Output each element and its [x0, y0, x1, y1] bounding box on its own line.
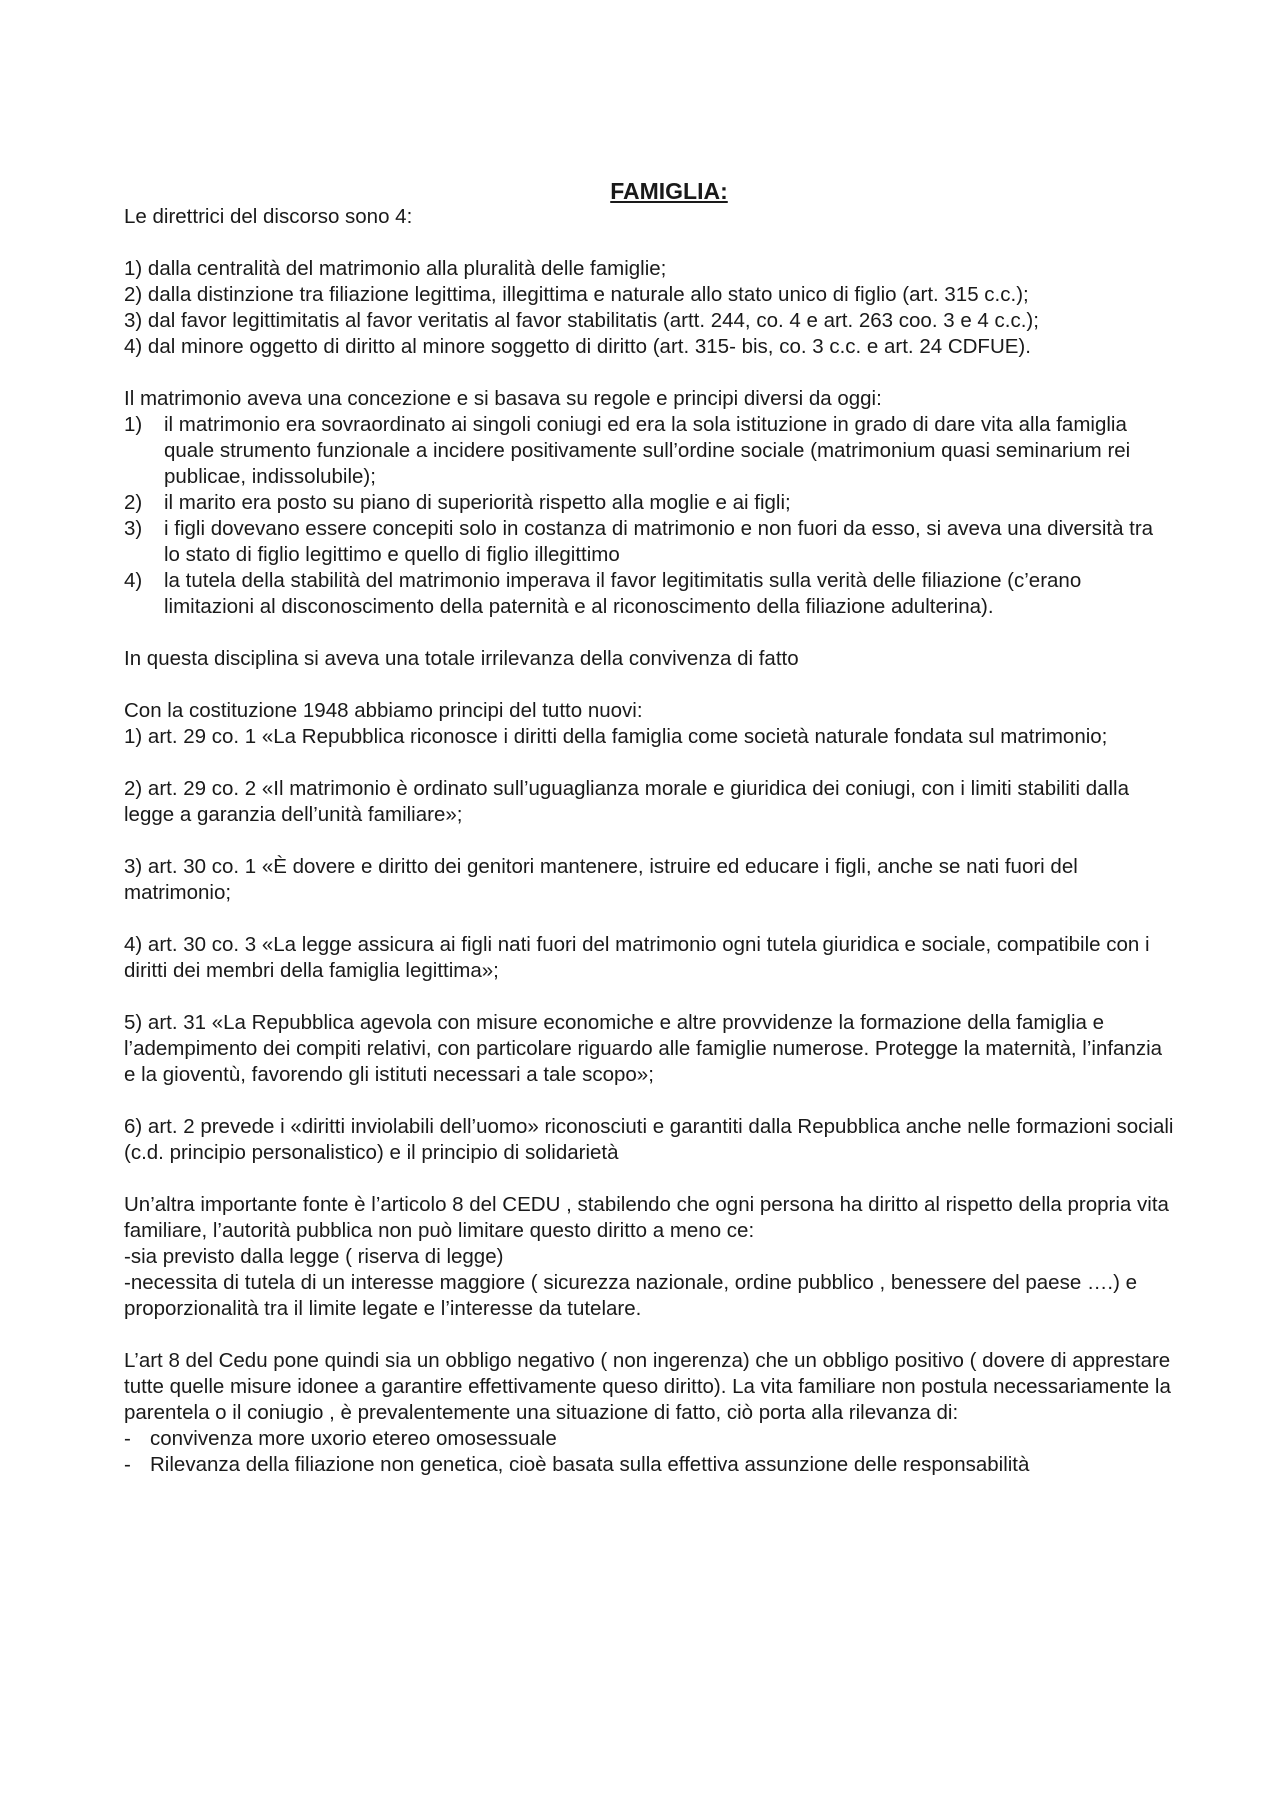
directive-item: 4) dal minore oggetto di diritto al minore soggetto di diritto (art. 315- bis, co. 3 c.c. e art. 24 CDFUE). — [124, 335, 1031, 358]
item-text: il marito era posto su piano di superiorità rispetto alla moglie e ai figli; — [164, 491, 791, 514]
old-marriage-item — [124, 412, 1174, 490]
item-number: 4) — [124, 569, 143, 592]
spacer — [124, 984, 1174, 1010]
directive-item: 2) dalla distinzione tra filiazione legittima, illegittima e naturale allo stato unico di figlio (art. 315 c.c.); — [124, 283, 1029, 306]
old-marriage-intro: Il matrimonio aveva una concezione e si basava su regole e principi diversi da oggi: — [124, 387, 882, 410]
item-text: il matrimonio era sovraordinato ai singoli coniugi ed era la sola istituzione in grado di dare vita alla famiglia quale strumento funzionale a incidere positivamente sull’ordine sociale (matrimonium quasi seminarium rei publicae, indissolubile); — [164, 413, 1131, 488]
relevance-item — [124, 1452, 1174, 1478]
spacer — [124, 906, 1174, 932]
spacer — [124, 672, 1174, 698]
relevance-item — [124, 1426, 1174, 1452]
old-marriage-item — [124, 490, 1174, 516]
spacer — [124, 1088, 1174, 1114]
item-text: i figli dovevano essere concepiti solo in costanza di matrimonio e non fuori da esso, si aveva una diversità tra lo stato di figlio legittimo e quello di figlio illegittimo — [164, 517, 1154, 566]
cedu-condition: -sia previsto dalla legge ( riserva di legge) — [124, 1245, 504, 1268]
irrelevance-text: In questa disciplina si aveva una totale irrilevanza della convivenza di fatto — [124, 647, 799, 670]
constitution-item: 3) art. 30 co. 1 «È dovere e diritto dei genitori mantenere, istruire ed educare i figli, anche se nati fuori del matrimonio; — [124, 855, 1078, 904]
cedu-condition: -necessita di tutela di un interesse maggiore ( sicurezza nazionale, ordine pubblico , benessere del paese ….) e proporzionalità tra il limite legate e l’interesse da tutelare. — [124, 1271, 1138, 1320]
constitution-item: 6) art. 2 prevede i «diritti inviolabili dell’uomo» riconosciuti e garantiti dalla Repubblica anche nelle formazioni sociali (c.d. principio personalistico) e il principio di solidarietà — [124, 1115, 1174, 1164]
constitution-item: 4) art. 30 co. 3 «La legge assicura ai figli nati fuori del matrimonio ogni tutela giuridica e sociale, compatibile con i diritti dei membri della famiglia legittima»; — [124, 933, 1150, 982]
cedu-paragraph: Un’altra importante fonte è l’articolo 8 del CEDU , stabilendo che ogni persona ha diritto al rispetto della propria vita familiare, l’autorità pubblica non può limitare questo diritto a meno ce: — [124, 1193, 1169, 1242]
document-title: FAMIGLIA: — [610, 178, 728, 204]
spacer — [124, 620, 1174, 646]
dash-bullet: - — [124, 1427, 131, 1450]
constitution-item: 5) art. 31 «La Repubblica agevola con misure economiche e altre provvidenze la formazione della famiglia e l’adempimento dei compiti relativi, con particolare riguardo alle famiglie numerose. Protegge la maternità, l’infanzia e la gioventù, favorendo gli istituti necessari a tale scopo»; — [124, 1011, 1163, 1086]
item-text: la tutela della stabilità del matrimonio imperava il favor legitimitatis sulla verità delle filiazione (c’erano limitazioni al disconoscimento della paternità e al riconoscimento della filiazione adulterina). — [164, 569, 1082, 618]
spacer — [124, 1166, 1174, 1192]
document-page — [124, 178, 1174, 1478]
constitution-item: 2) art. 29 co. 2 «Il matrimonio è ordinato sull’uguaglianza morale e giuridica dei coniugi, con i limiti stabiliti dalla legge a garanzia dell’unità familiare»; — [124, 777, 1130, 826]
spacer — [124, 1322, 1174, 1348]
old-marriage-item — [124, 516, 1174, 568]
old-marriage-item — [124, 568, 1174, 620]
item-number: 2) — [124, 491, 143, 514]
intro-text: Le direttrici del discorso sono 4: — [124, 205, 413, 228]
spacer — [124, 828, 1174, 854]
constitution-intro: Con la costituzione 1948 abbiamo principi del tutto nuovi: — [124, 699, 643, 722]
item-text: Rilevanza della filiazione non genetica, cioè basata sulla effettiva assunzione delle responsabilità — [150, 1453, 1030, 1476]
spacer — [124, 230, 1174, 256]
directive-item: 1) dalla centralità del matrimonio alla pluralità delle famiglie; — [124, 257, 667, 280]
constitution-item: 1) art. 29 co. 1 «La Repubblica riconosce i diritti della famiglia come società naturale fondata sul matrimonio; — [124, 725, 1108, 748]
item-number: 1) — [124, 413, 143, 436]
dash-bullet: - — [124, 1453, 131, 1476]
item-number: 3) — [124, 517, 143, 540]
spacer — [124, 750, 1174, 776]
cedu-obligations: L’art 8 del Cedu pone quindi sia un obbligo negativo ( non ingerenza) che un obbligo positivo ( dovere di apprestare tutte quelle misure idonee a garantire effettivamente queso diritto). La vita familiare non postula necessariamente la parentela o il coniugio , è prevalentemente una situazione di fatto, ciò porta alla rilevanza di: — [124, 1349, 1171, 1424]
item-text: convivenza more uxorio etereo omosessuale — [150, 1427, 557, 1450]
directive-item: 3) dal favor legittimitatis al favor veritatis al favor stabilitatis (artt. 244, co. 4 e art. 263 coo. 3 e 4 c.c.); — [124, 309, 1039, 332]
spacer — [124, 360, 1174, 386]
